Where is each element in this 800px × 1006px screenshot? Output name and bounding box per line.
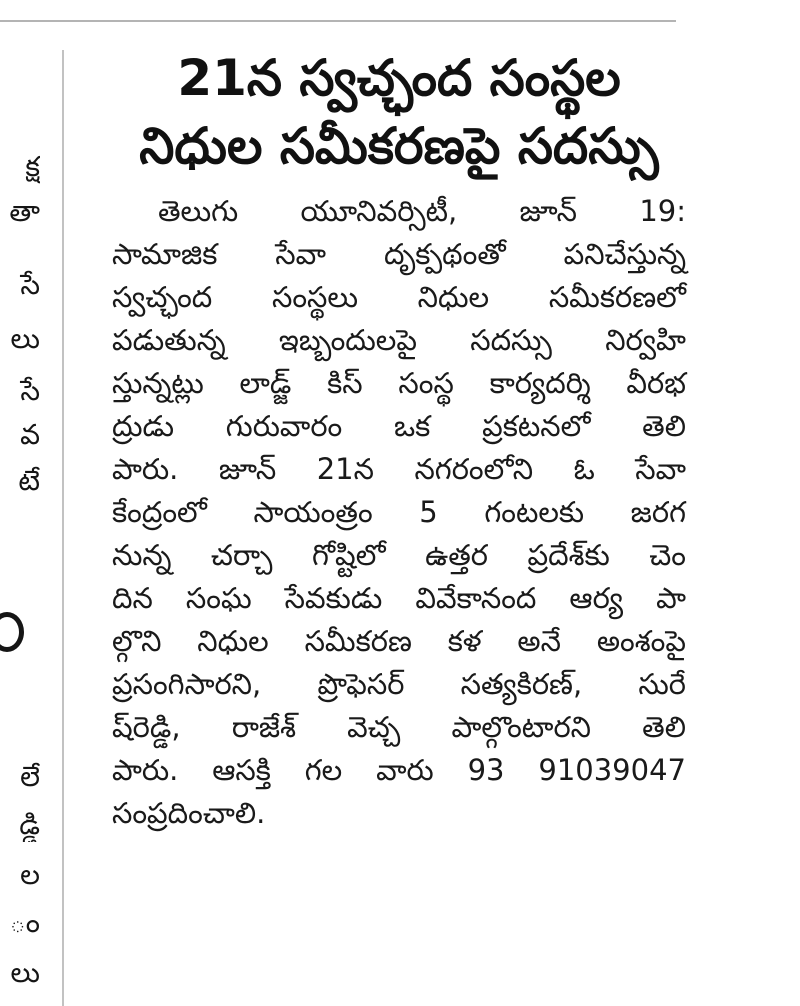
body-line: సామాజిక సేవా దృక్పథంతో పనిచేస్తున్న bbox=[112, 237, 686, 271]
body-line-dateline: తెలుగు యూనివర్సిటీ, జూన్ 19: bbox=[158, 194, 686, 228]
fragment-line: లే bbox=[20, 760, 40, 793]
adjacent-column-fragment bbox=[0, 0, 40, 1006]
article-body bbox=[112, 190, 686, 835]
fragment-line: ల bbox=[20, 858, 40, 891]
fragment-line: లు bbox=[10, 956, 40, 989]
body-line: స్వచ్ఛంద సంస్థలు నిధుల సమీకరణలో bbox=[112, 280, 686, 314]
news-article bbox=[112, 44, 686, 835]
body-line: స్తున్నట్లు లాడ్జ్ కిస్ సంస్థ కార్యదర్శి వీరభ bbox=[112, 366, 686, 400]
fragment-line: ం bbox=[9, 906, 40, 939]
body-line: పారు. ఆసక్తి గల వారు 93 91039047 bbox=[112, 753, 686, 787]
fragment-line: సే bbox=[20, 268, 40, 301]
body-line: పడుతున్న ఇబ్బందులపై సదస్సు నిర్వహి bbox=[112, 323, 686, 357]
body-line-last: సంప్రదించాలి. bbox=[112, 796, 266, 830]
body-line: ప్రసంగిసారని, ప్రొఫెసర్ సత్యకిరణ్, సురే bbox=[112, 667, 686, 701]
fragment-line: క్ష bbox=[25, 150, 40, 183]
fragment-line: వ bbox=[20, 418, 40, 451]
fragment-line: టే bbox=[18, 464, 40, 497]
fragment-line: డ్డి bbox=[19, 808, 40, 841]
fragment-glyph-ring bbox=[0, 612, 24, 652]
column-divider bbox=[62, 50, 64, 1006]
headline-line-2: నిధుల సమీకరణపై సదస్సు bbox=[139, 117, 659, 175]
body-line: ష్‌రెడ్డి, రాజేశ్ వెచ్చ పాల్గొంటారని తెలి bbox=[112, 710, 686, 744]
body-line: కేంద్రంలో సాయంత్రం 5 గంటలకు జరగ bbox=[112, 495, 686, 529]
top-rule bbox=[0, 20, 676, 22]
fragment-line: లు bbox=[10, 322, 40, 355]
body-line: ద్రుడు గురువారం ఒక ప్రకటనలో తెలి bbox=[112, 409, 686, 443]
fragment-line: తా bbox=[9, 195, 40, 228]
headline-line-1: 21న స్వచ్ఛంద సంస్థల bbox=[177, 49, 621, 107]
body-line: నున్న చర్చా గోష్టిలో ఉత్తర ప్రదేశ్‌కు చెం bbox=[112, 538, 686, 572]
article-headline bbox=[112, 44, 686, 180]
body-line: దిన సంఘ సేవకుడు వివేకానంద ఆర్య పా bbox=[112, 581, 686, 615]
body-line: ల్గొని నిధుల సమీకరణ కళ అనే అంశంపై bbox=[112, 624, 686, 658]
body-line: పారు. జూన్ 21న నగరంలోని ఓ సేవా bbox=[112, 452, 686, 486]
fragment-line: సే bbox=[20, 374, 40, 407]
